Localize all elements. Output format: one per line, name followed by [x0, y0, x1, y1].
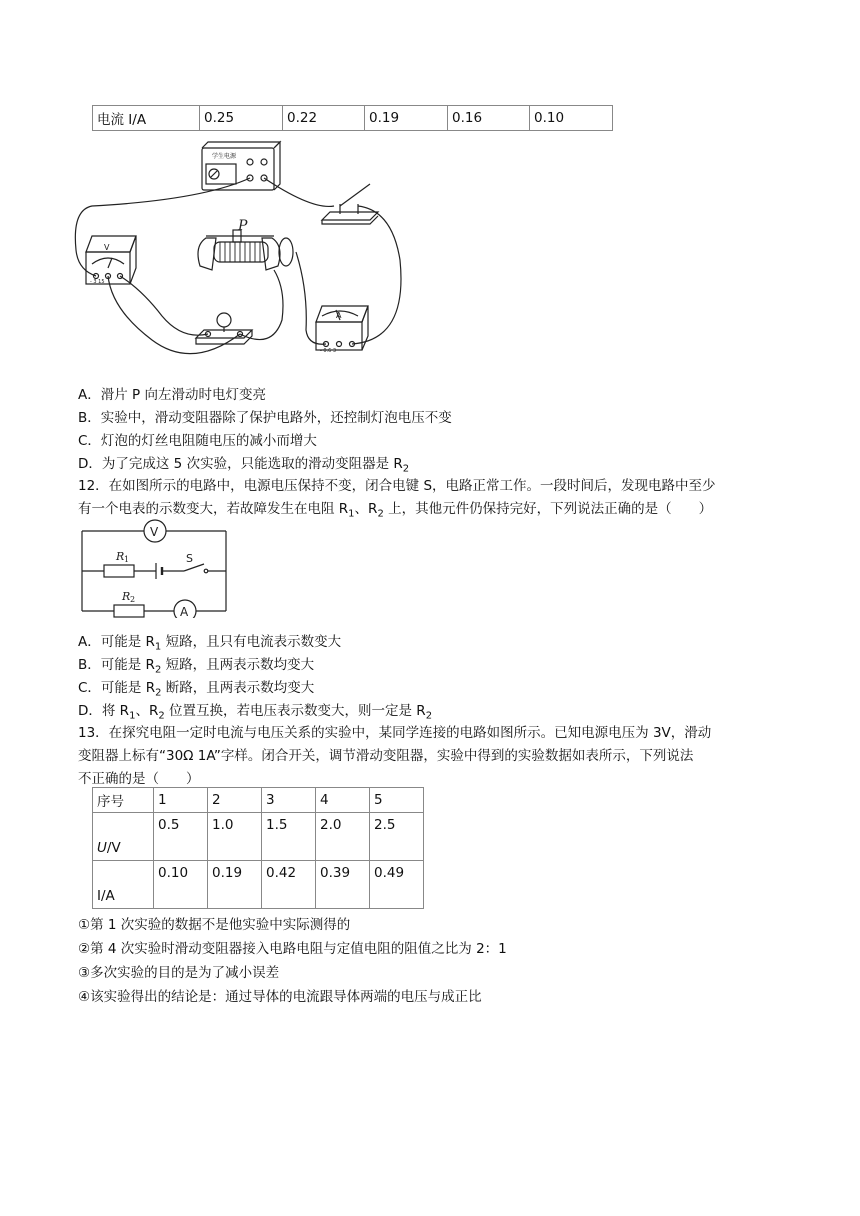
voltmeter-label: V [104, 243, 110, 252]
ammeter-symbol-label: A [180, 605, 189, 618]
table-cell: 序号 [93, 788, 154, 813]
switch-label: S [186, 552, 193, 565]
table-cell: 1 [154, 788, 208, 813]
table-cell: I/A [93, 861, 154, 909]
table-cell: 电流 I/A [93, 106, 200, 131]
q11-option-c: C．灯泡的灯丝电阻随电压的减小而增大 [78, 433, 317, 449]
table-cell: 2.0 [316, 813, 370, 861]
table-cell: 0.16 [448, 106, 530, 131]
power-supply-label: 学生电源 [212, 153, 237, 160]
q12-circuit-figure [78, 518, 232, 618]
slider-label: P [238, 218, 248, 234]
r1-subscript: 1 [124, 555, 130, 564]
table-cell: 0.19 [208, 861, 262, 909]
current-table [92, 105, 613, 131]
apparatus-figure [72, 140, 412, 380]
r1-label: R [116, 550, 125, 563]
table-cell: 0.10 [530, 106, 613, 131]
ammeter-terminals: - 0.6 3 [320, 348, 337, 354]
table-cell: 2 [208, 788, 262, 813]
ammeter-label: A [336, 311, 342, 320]
r2-label: R [122, 590, 131, 603]
q11-option-d: D．为了完成这 5 次实验，只能选取的滑动变阻器是 $R_2$ [78, 456, 410, 475]
q12-stem-line1: 12．在如图所示的电路中，电源电压保持不变，闭合电键 S，电路正常工作。一段时间后，发现电路中至少 [78, 478, 716, 494]
table-cell: 2.5 [370, 813, 424, 861]
table-cell: 1.0 [208, 813, 262, 861]
q13-statement-4: ④该实验得出的结论是：通过导体的电流跟导体两端的电压与成正比 [78, 989, 482, 1005]
table-cell: 5 [370, 788, 424, 813]
q11-option-a: A．滑片 P 向左滑动时电灯变亮 [78, 387, 266, 403]
q12-stem-line2: 有一个电表的示数变大，若故障发生在电阻 $R_1$、$R_2$ 上，其他元件仍保持完好，下列说法正确的是（ ） [78, 501, 713, 520]
table-cell: 4 [316, 788, 370, 813]
q13-stem-line1: 13．在探究电阻一定时电流与电压关系的实验中，某同学连接的电路如图所示。已知电源电压为 3V，滑动 [78, 725, 712, 741]
q12-option-c: C．可能是 $R_2$ 断路，且两表示数均变大 [78, 680, 315, 699]
q13-statement-3: ③多次实验的目的是为了减小误差 [78, 965, 280, 981]
table-cell: 0.39 [316, 861, 370, 909]
table-cell: 0.49 [370, 861, 424, 909]
q13-statement-2: ②第 4 次实验时滑动变阻器接入电路电阻与定值电阻的阻值之比为 2：1 [78, 941, 507, 957]
table-cell: 1.5 [262, 813, 316, 861]
voltmeter-symbol-label: V [150, 525, 159, 539]
q13-stem-line3: 不正确的是（ ） [78, 771, 200, 787]
table-cell: 0.10 [154, 861, 208, 909]
q11-option-b: B．实验中，滑动变阻器除了保护电路外，还控制灯泡电压不变 [78, 410, 452, 426]
q13-data-table [92, 787, 424, 909]
table-cell: U/V [93, 813, 154, 861]
r2-subscript: 2 [130, 595, 136, 604]
voltmeter-terminals: - 3 15 [90, 279, 105, 285]
q12-option-d: D．将 $R_1$、$R_2$ 位置互换，若电压表示数变大，则一定是 $R_2$ [78, 703, 433, 722]
q12-option-b: B．可能是 $R_2$ 短路，且两表示数均变大 [78, 657, 315, 676]
q12-option-a: A．可能是 $R_1$ 短路，且只有电流表示数变大 [78, 634, 342, 653]
table-cell: 0.22 [283, 106, 365, 131]
q13-statement-1: ①第 1 次实验的数据不是他实验中实际测得的 [78, 917, 351, 933]
table-cell: 0.25 [200, 106, 283, 131]
table-cell: 3 [262, 788, 316, 813]
table-cell: 0.19 [365, 106, 448, 131]
q13-stem-line2: 变阻器上标有“30Ω 1A”字样。闭合开关，调节滑动变阻器，实验中得到的实验数据如表所示，下列说法 [78, 748, 694, 764]
table-cell: 0.5 [154, 813, 208, 861]
table-cell: 0.42 [262, 861, 316, 909]
